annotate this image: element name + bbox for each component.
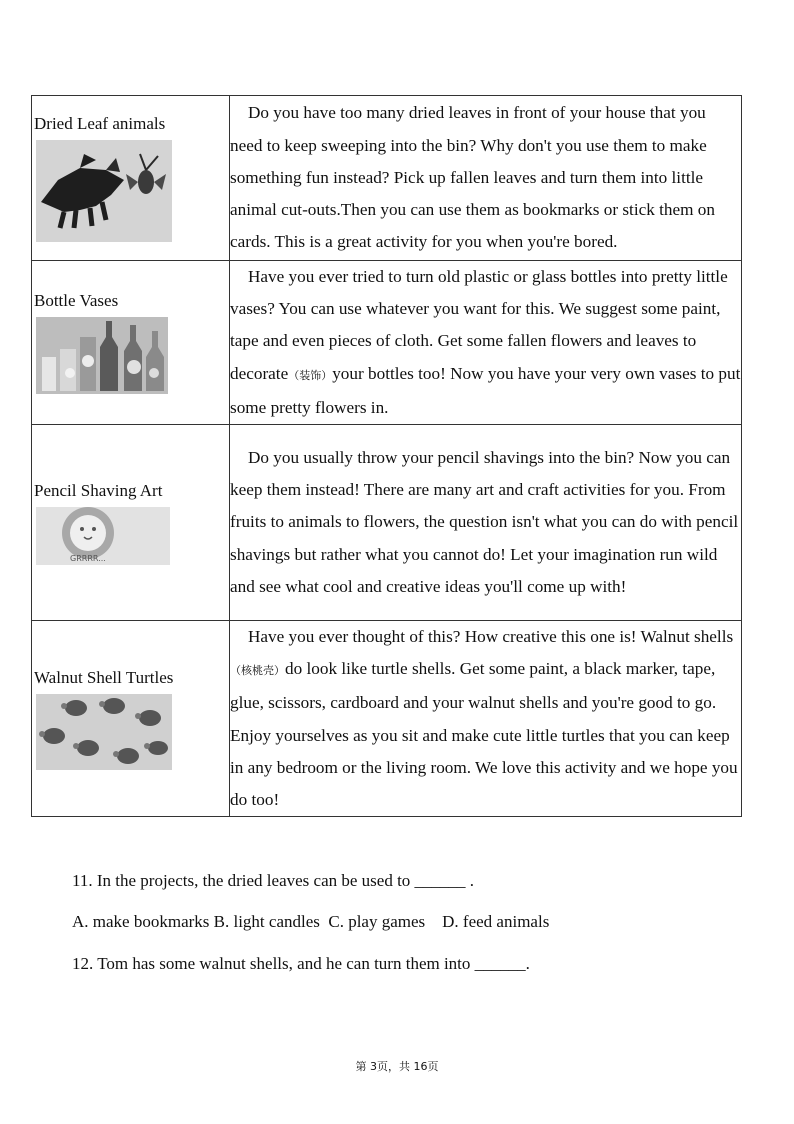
question-11: 11. In the projects, the dried leaves can be used to ______ . (72, 871, 475, 890)
project-row-bottle-vases (32, 261, 742, 425)
project-title-cell (32, 425, 230, 621)
question-12: 12. Tom has some walnut shells, and he can turn them into ______. (72, 954, 530, 973)
project-title: Dried Leaf animals (34, 114, 166, 133)
project-title: Pencil Shaving Art (34, 480, 163, 500)
project-title-cell (32, 261, 230, 425)
bottle-vases-photo (36, 317, 168, 394)
project-title-cell (32, 96, 230, 261)
project-title: Walnut Shell Turtles (34, 667, 174, 687)
photo-caption: GRRRR... (70, 553, 106, 563)
project-description (230, 621, 741, 816)
dried-leaf-animals-photo (36, 140, 172, 242)
project-description-cell (230, 425, 742, 621)
project-title-cell (32, 621, 230, 817)
project-row-walnut-turtles (32, 621, 742, 817)
description-text-after: do look like turtle shells. Get some paint, a black marker, tape, glue, scissors, cardboard and your walnut shells and you're good to go. Enjoy yourselves as you sit and make cute little turtles that you can keep in any bedroom or the living room. We love this activity and we hope you do too! (230, 659, 738, 810)
description-text-before: Have you ever tried to turn old plastic or glass bottles into pretty little vases? You can use whatever you want for this. We suggest some paint, tape and even pieces of cloth. Get some fallen flowers and leaves to decorate (230, 267, 728, 383)
project-description (230, 261, 741, 424)
question-11-options: A. make bookmarks B. light candles C. play games D. feed animals (72, 912, 550, 931)
description-text-after: your bottles too! Now you have your very own vases to put some pretty flowers in. (230, 363, 741, 417)
project-description: Do you usually throw your pencil shavings into the bin? Now you can keep them instead! There are many art and craft activities for you. From fruits to animals to flowers, the question isn't what you can do with pencil shavings but rather what you cannot do! Let your imagination run wild and see what cool and creative ideas you'll come up with! (230, 448, 739, 596)
project-description: Do you have too many dried leaves in front of your house that you need to keep sweeping into the bin? Why don't you use them to make something fun instead? Pick up fallen leaves and turn them into little animal cut-outs.Then you can use them as bookmarks or stick them on cards. This is a great activity for you when you're bored. (230, 103, 715, 252)
project-title: Bottle Vases (34, 291, 119, 310)
projects-table (31, 95, 742, 817)
project-description-cell (230, 96, 742, 261)
chinese-gloss: （核桃壳） (230, 664, 285, 678)
description-text-before: Have you ever thought of this? How creative this one is! Walnut shells (248, 627, 734, 647)
pencil-shaving-lion-photo (36, 507, 170, 565)
project-row-dried-leaf (32, 96, 742, 261)
project-description-cell (230, 261, 742, 425)
walnut-shell-turtles-photo (36, 694, 172, 770)
chinese-gloss: （装饰） (288, 368, 333, 382)
project-row-pencil-shaving (32, 425, 742, 621)
page-footer: 第 3页，共 16页 (355, 1060, 439, 1073)
project-description-cell (230, 621, 742, 817)
